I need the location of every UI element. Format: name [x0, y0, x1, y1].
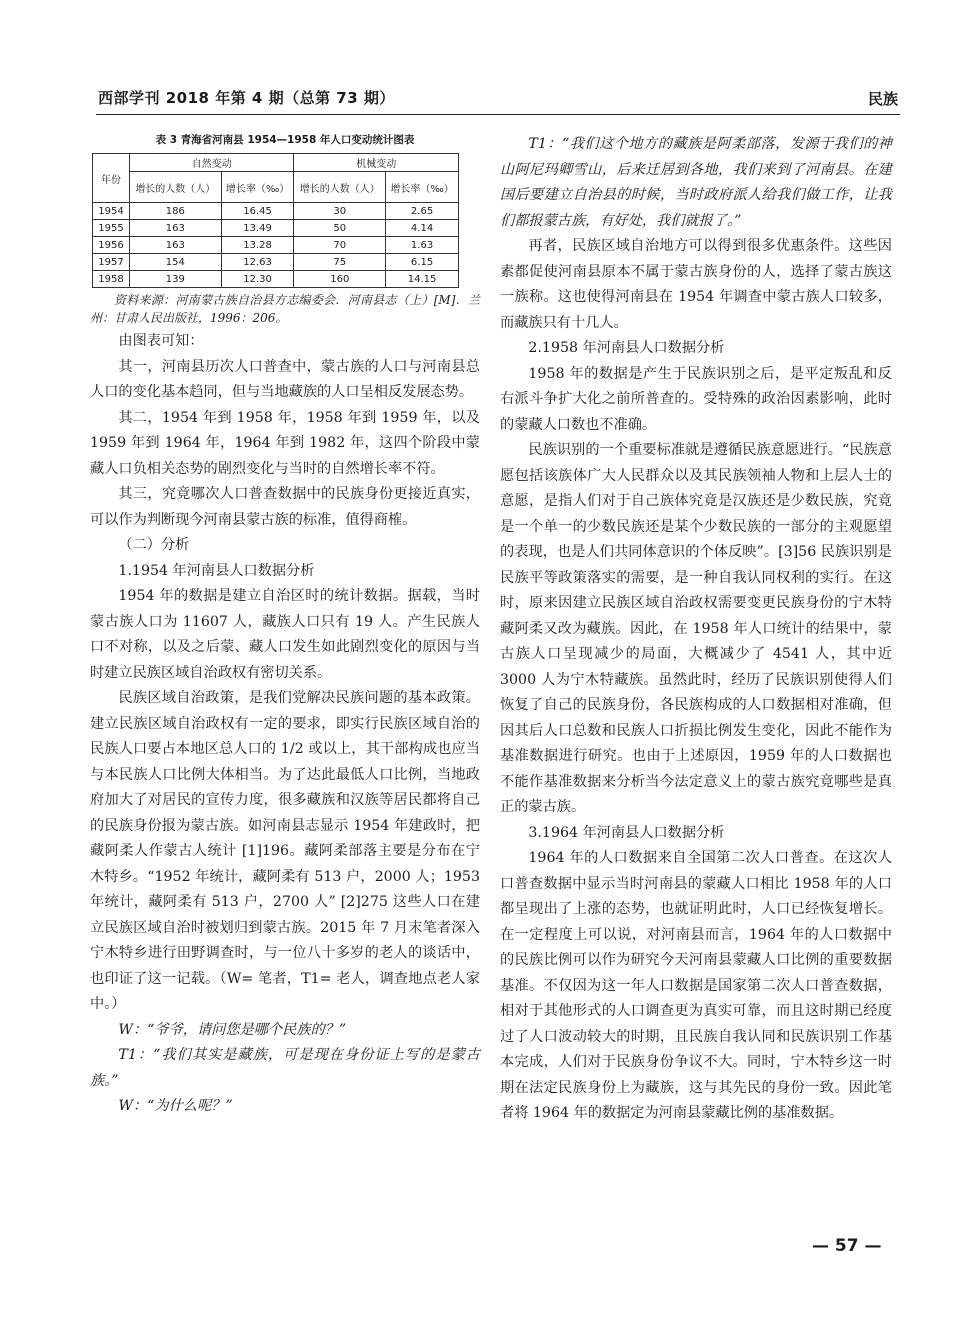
table-row	[93, 271, 459, 288]
table-row	[93, 237, 459, 254]
col-header-natural-rate: 增长率（‰）	[221, 172, 294, 203]
page-number: — 57 —	[812, 1236, 882, 1256]
paragraph: 民族区域自治政策，是我们党解决民族问题的基本政策。建立民族区域自治政权有一定的要求，即实行民族区域自治的民族人口要占本地区总人口的 1/2 或以上，其干部构成也应当与本民族人口比例大体相当。为了达此最低人口比例，当地政府加大了对居民的宣传力度，很多藏族和汉族等居民都将自己的民族身份报为蒙古族。如河南县志显示 1954 年建政时，把藏阿柔人作蒙古人统计 [1]196。藏阿柔部落主要是分布在宁木特乡。“1952 年统计，藏阿柔有 513 户，2000 人；1953 年统计，藏阿柔有 513 户，2700 人” [2]275 这些人口在建立民族区域自治时被划归到蒙古族。2015 年 7 月末笔者深入宁木特乡进行田野调查时，与一位八十多岁的老人的谈话中，也印证了这一记载。（W= 笔者，T1= 老人，调查地点老人家中。）	[90, 690, 480, 1012]
table-cell: 2.65	[386, 203, 459, 220]
table-cell: 186	[130, 203, 222, 220]
subsection-heading: 1.1954 年河南县人口数据分析	[118, 562, 315, 579]
table-source-note: 资料来源：河南蒙古族自治县方志编委会．河南县志（上）[M]．兰州：甘肃人民出版社，1996：206。	[90, 293, 480, 325]
mechanical-change-header: 机械变动	[294, 154, 459, 172]
table-cell: 1954	[93, 203, 130, 220]
col-header-natural-count: 增长的人数（人）	[130, 172, 222, 203]
interview-line: T1：“我们这个地方的藏族是阿柔部落，发源于我们的神山阿尼玛卿雪山，后来迁居到各地，我们来到了河南县。在建国后要建立自治县的时候，当时政府派人给我们做工作，让我们都报蒙古族，有好处，我们就报了。”	[500, 136, 892, 229]
paragraph: 1964 年的人口数据来自全国第二次人口普查。在这次人口普查数据中显示当时河南县的蒙藏人口相比 1958 年的人口都呈现出了上涨的态势，也就证明此时，人口已经恢复增长。在一定程度上可以说，对河南县而言，1964 年的人口数据中的民族比例可以作为研究今天河南县蒙藏人口比例的重要数据基准。不仅因为这一年人口数据是国家第二次人口普查数据，相对于其他形式的人口调查更为真实可靠，而且这时期已经度过了人口波动较大的时期，且民族自我认同和民族识别工作基本完成，人们对于民族身份争议不大。同时，宁木特乡这一时期在法定民族身份上为藏族，这与其先民的身份一致。因此笔者将 1964 年的数据定为河南县蒙藏比例的基准数据。	[500, 850, 892, 1121]
year-header: 年份	[93, 154, 130, 203]
table-cell: 160	[294, 271, 386, 288]
natural-change-header: 自然变动	[130, 154, 294, 172]
interview-line: W：“为什么呢？”	[118, 1098, 233, 1114]
table-cell: 14.15	[386, 271, 459, 288]
table-cell: 12.30	[221, 271, 294, 288]
section-heading: （二）分析	[118, 537, 190, 553]
paragraph: 由图表可知：	[118, 333, 204, 349]
table-cell: 139	[130, 271, 222, 288]
paragraph: 再者，民族区域自治地方可以得到很多优惠条件。这些因素都促使河南县原本不属于蒙古族身份的人，选择了蒙古族这一族称。这也使得河南县在 1954 年调查中蒙古族人口较多，而藏族只有十几人。	[500, 238, 892, 331]
paragraph: 其一，河南县历次人口普查中，蒙古族的人口与河南县总人口的变化基本趋同，但与当地藏族的人口呈相反发展态势。	[90, 358, 480, 400]
table-cell: 75	[294, 254, 386, 271]
header-rule	[96, 114, 900, 115]
paragraph: 其三，究竟哪次人口普查数据中的民族身份更接近真实，可以作为判断现今河南县蒙古族的标准，值得商榷。	[90, 486, 480, 528]
table-cell: 1956	[93, 237, 130, 254]
col-header-mech-count: 增长的人数（人）	[294, 172, 386, 203]
table-cell: 154	[130, 254, 222, 271]
subsection-heading: 3.1964 年河南县人口数据分析	[528, 824, 725, 841]
subsection-heading: 2.1958 年河南县人口数据分析	[528, 340, 725, 356]
paragraph: 1958 年的数据是产生于民族识别之后，是平定叛乱和反右派斗争扩大化之前所普查的。受特殊的政治因素影响，此时的蒙藏人口数也不准确。	[500, 365, 892, 433]
table-cell: 4.14	[386, 220, 459, 237]
population-table	[92, 153, 459, 288]
table-cell: 16.45	[221, 203, 294, 220]
table-cell: 13.49	[221, 220, 294, 237]
journal-header: 西部学刊 2018 年第 4 期（总第 73 期）	[98, 89, 395, 107]
table-row	[93, 254, 459, 271]
left-column	[90, 132, 480, 1120]
table-cell: 50	[294, 220, 386, 237]
right-column	[500, 132, 892, 1127]
table-cell: 163	[130, 220, 222, 237]
table-cell: 70	[294, 237, 386, 254]
table-cell: 1957	[93, 254, 130, 271]
table-row	[93, 220, 459, 237]
table-cell: 1.63	[386, 237, 459, 254]
interview-line: W：“爷爷，请问您是哪个民族的？”	[118, 1021, 347, 1038]
paragraph: 1954 年的数据是建立自治区时的统计数据。据载，当时蒙古族人口为 11607 人，藏族人口只有 19 人。产生民族人口不对称，以及之后蒙、藏人口发生如此剧烈变化的原因与当时建立民族区域自治政权有密切关系。	[90, 588, 480, 681]
table-cell: 163	[130, 237, 222, 254]
interview-line: T1：“我们其实是藏族，可是现在身份证上写的是蒙古族。”	[90, 1047, 480, 1089]
table-cell: 1955	[93, 220, 130, 237]
col-header-mech-rate: 增长率（‰）	[386, 172, 459, 203]
table-cell: 30	[294, 203, 386, 220]
table-cell: 1958	[93, 271, 130, 288]
paragraph: 其二，1954 年到 1958 年，1958 年到 1959 年，以及 1959 年到 1964 年，1964 年到 1982 年，这四个阶段中蒙藏人口负相关态势的剧烈变化与当时的自然增长率不符。	[90, 409, 480, 477]
section-label: 民族	[867, 90, 898, 108]
table-caption: 表 3 青海省河南县 1954—1958 年人口变动统计图表	[155, 134, 415, 146]
table-cell: 12.63	[221, 254, 294, 271]
table-cell: 13.28	[221, 237, 294, 254]
table-cell: 6.15	[386, 254, 459, 271]
paragraph: 民族识别的一个重要标准就是遵循民族意愿进行。“民族意愿包括该族体广大人民群众以及其民族领袖人物和上层人士的意愿，是指人们对于自己族体究竟是汉族还是少数民族，究竟是一个单一的少数民族还是某个少数民族的一部分的主观愿望的表现，也是人们共同体意识的个体反映”。[3]56 民族识别是民族平等政策落实的需要，是一种自我认同权利的实行。在这时，原来因建立民族区域自治政权需要变更民族身份的宁木特藏阿柔又改为藏族。因此，在 1958 年人口统计的结果中，蒙古族人口呈现减少的局面，大概减少了 4541 人，其中近 3000 人为宁木特藏族。虽然此时，经历了民族识别使得人们恢复了自己的民族身份，各民族构成的人口数据相对准确，但因其后人口总数和民族人口折损比例发生变化，因此不能作为基准数据进行研究。也由于上述原因，1959 年的人口数据也不能作基准数据来分析当今法定意义上的蒙古族究竟哪些是真正的蒙古族。	[500, 442, 892, 815]
table-row	[93, 203, 459, 220]
